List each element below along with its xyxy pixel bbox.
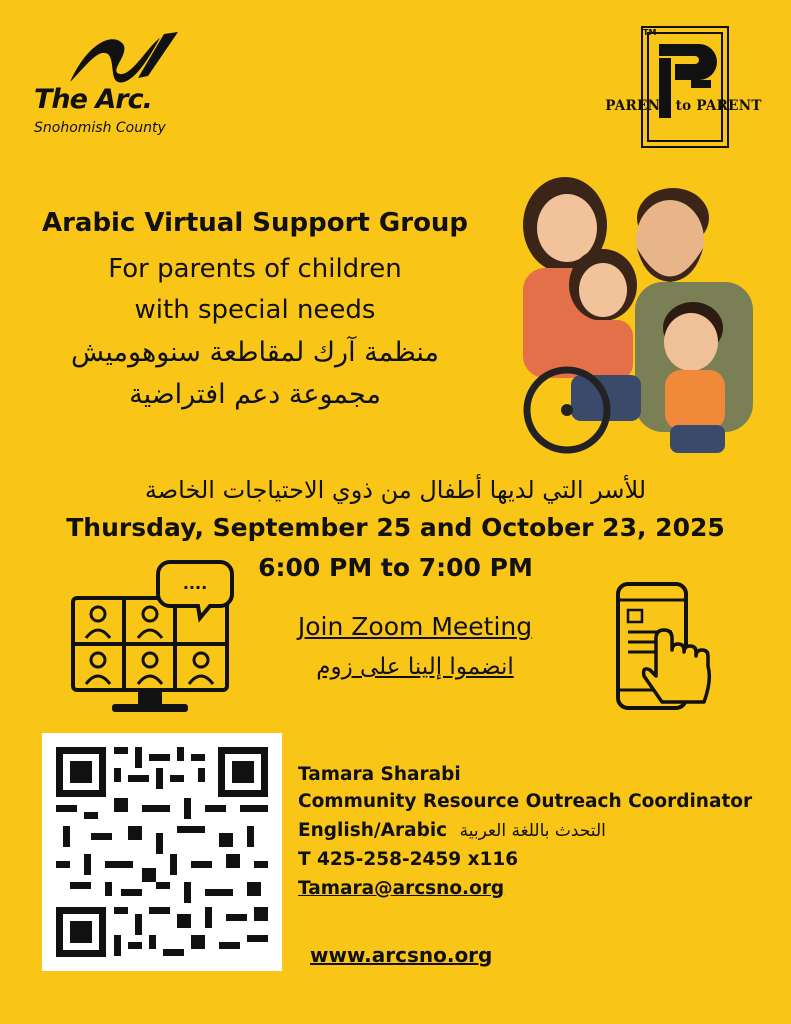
event-date: Thursday, September 25 and October 23, 2025	[66, 513, 725, 542]
subtitle-line-1: For parents of children	[108, 254, 402, 284]
arc-swoosh-icon	[68, 32, 188, 92]
contact-languages-en: English/Arabic	[298, 820, 448, 841]
speech-bubble-dots: ....	[182, 574, 208, 593]
page-title: Arabic Virtual Support Group	[41, 208, 469, 238]
parent-to-parent-logo	[596, 22, 771, 152]
join-zoom-link[interactable]: Join Zoom Meeting	[297, 612, 533, 641]
contact-languages-ar: التحدث باللغة العربية	[459, 821, 606, 841]
contact-role: Community Resource Outreach Coordinator	[298, 791, 753, 812]
join-zoom-link-arabic[interactable]: انضموا إلينا على زوم	[316, 654, 514, 680]
arc-logo	[30, 32, 200, 142]
qr-code-icon	[42, 733, 282, 971]
event-time: 6:00 PM to 7:00 PM	[258, 553, 533, 582]
arabic-org-name: منظمة آرك لمقاطعة سنوهوميش	[70, 337, 440, 368]
arc-name: The Arc.	[34, 84, 152, 115]
p2p-mark-icon	[639, 24, 731, 150]
family-illustration	[505, 170, 765, 455]
contact-email-link[interactable]: Tamara@arcsno.org	[298, 878, 505, 899]
contact-phone: T 425-258-2459 x116	[298, 849, 519, 870]
arabic-families-line: للأسر التي لديها أطفال من ذوي الاحتياجات الخاصة	[144, 476, 647, 504]
contact-name: Tamara Sharabi	[298, 764, 461, 785]
phone-tap-icon	[612, 580, 722, 712]
subtitle-line-2: with special needs	[134, 295, 376, 325]
trademark-label: TM	[643, 28, 657, 37]
qr-code[interactable]	[42, 733, 282, 971]
arc-county: Snohomish County	[34, 120, 166, 136]
p2p-text: PARENT to PARENT	[605, 98, 762, 114]
website-link[interactable]: www.arcsno.org	[310, 943, 493, 967]
arabic-group-name: مجموعة دعم افتراضية	[129, 379, 381, 410]
contact-languages	[298, 820, 606, 841]
